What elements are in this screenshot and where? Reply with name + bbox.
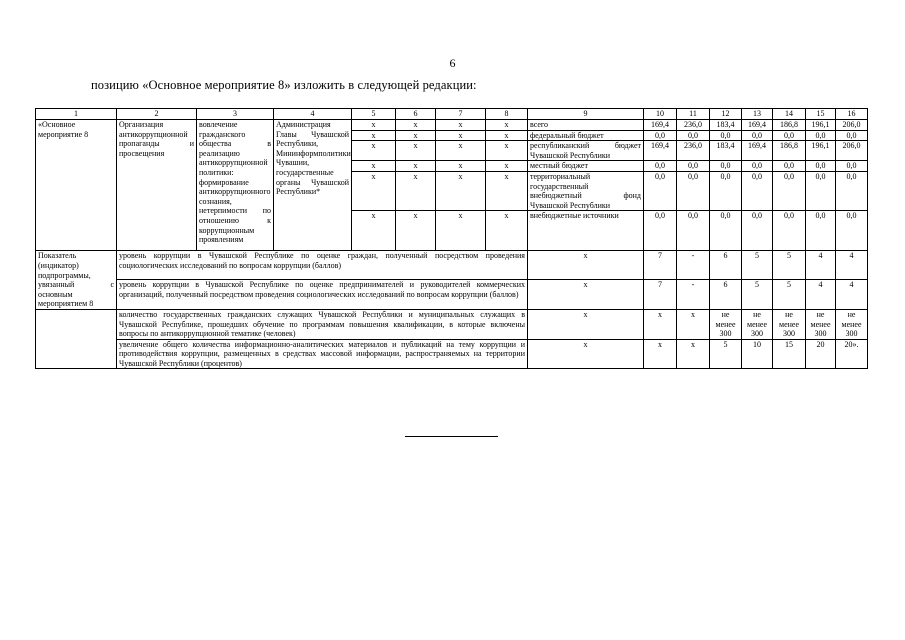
code-cell: x bbox=[352, 161, 396, 172]
funding-value: 236,0 bbox=[677, 120, 710, 131]
funding-value: 169,4 bbox=[742, 141, 773, 161]
funding-value: 0,0 bbox=[742, 211, 773, 251]
indicator-value: 4 bbox=[836, 280, 868, 310]
column-number: 13 bbox=[742, 109, 773, 120]
funding-value: 0,0 bbox=[836, 130, 868, 141]
funding-value: 0,0 bbox=[836, 171, 868, 210]
indicator-row bbox=[36, 309, 868, 339]
code-cell: x bbox=[352, 171, 396, 210]
code-cell: x bbox=[352, 120, 396, 131]
funding-source: местный бюджет bbox=[528, 161, 644, 172]
column-number: 8 bbox=[486, 109, 528, 120]
indicator-value: 7 bbox=[644, 280, 677, 310]
code-cell: x bbox=[396, 130, 436, 141]
funding-value: 206,0 bbox=[836, 120, 868, 131]
indicator-value: не менее 300 bbox=[710, 309, 742, 339]
funding-value: 169,4 bbox=[742, 120, 773, 131]
funding-value: 183,4 bbox=[710, 120, 742, 131]
funding-row bbox=[36, 120, 868, 131]
funding-source: территориальный государственный внебюджетный фонд Чувашской Республики bbox=[528, 171, 644, 210]
code-cell: x bbox=[486, 171, 528, 210]
indicator-value: 15 bbox=[773, 339, 806, 369]
closing-rule bbox=[405, 436, 498, 437]
indicator-value: - bbox=[677, 280, 710, 310]
indicator-value: x bbox=[677, 339, 710, 369]
code-cell: x bbox=[486, 141, 528, 161]
indicator-row bbox=[36, 339, 868, 369]
column-number: 14 bbox=[773, 109, 806, 120]
funding-value: 0,0 bbox=[806, 130, 836, 141]
funding-value: 0,0 bbox=[644, 161, 677, 172]
column-number: 3 bbox=[197, 109, 274, 120]
intro-text: позицию «Основное мероприятие 8» изложить в следующей редакции: bbox=[91, 78, 477, 92]
funding-value: 0,0 bbox=[644, 171, 677, 210]
code-cell: x bbox=[436, 171, 486, 210]
funding-source: федеральный бюджет bbox=[528, 130, 644, 141]
funding-value: 0,0 bbox=[773, 161, 806, 172]
code-cell: x bbox=[486, 211, 528, 251]
funding-value: 0,0 bbox=[742, 130, 773, 141]
column-number: 6 bbox=[396, 109, 436, 120]
code-cell: x bbox=[352, 130, 396, 141]
column-number: 16 bbox=[836, 109, 868, 120]
indicator-value: x bbox=[644, 339, 677, 369]
indicator-value: 5 bbox=[710, 339, 742, 369]
event-executors: Администрация Главы Чувашской Республики, Мининформполитики Чувашии, государственные органы Чувашской Республики* bbox=[274, 120, 352, 251]
header-row bbox=[36, 109, 868, 120]
column-number: 9 bbox=[528, 109, 644, 120]
funding-source: внебюджетные источники bbox=[528, 211, 644, 251]
indicator-value: 5 bbox=[773, 251, 806, 280]
funding-value: 186,8 bbox=[773, 120, 806, 131]
funding-value: 0,0 bbox=[710, 211, 742, 251]
funding-value: 186,8 bbox=[773, 141, 806, 161]
code-cell: x bbox=[396, 120, 436, 131]
indicator-text: уровень коррупции в Чувашской Республике по оценке предпринимателей и руководителей коммерческих организаций, полученный посредством проведения социологических исследований по вопросам коррупции (баллов) bbox=[117, 280, 528, 310]
code-cell: x bbox=[396, 161, 436, 172]
code-cell: x bbox=[436, 141, 486, 161]
indicator-text: увеличение общего количества информационно-аналитических материалов и публикаций на тему коррупции и противодействия коррупции, размещенных в средствах массовой информации, распространяемых на территории Чувашской Республики (процентов) bbox=[117, 339, 528, 369]
funding-value: 0,0 bbox=[677, 130, 710, 141]
indicator-value: 10 bbox=[742, 339, 773, 369]
code-cell: x bbox=[396, 141, 436, 161]
funding-value: 0,0 bbox=[806, 171, 836, 210]
code-cell: x bbox=[486, 120, 528, 131]
funding-value: 0,0 bbox=[644, 130, 677, 141]
column-number: 15 bbox=[806, 109, 836, 120]
column-number: 7 bbox=[436, 109, 486, 120]
funding-value: 169,4 bbox=[644, 120, 677, 131]
indicator-value: не менее 300 bbox=[773, 309, 806, 339]
indicator-value: 5 bbox=[742, 280, 773, 310]
funding-value: 0,0 bbox=[836, 161, 868, 172]
event-goal: вовлечение гражданского общества в реализацию антикоррупционной политики: формирование антикоррупционного сознания, нетерпимости по отношению к коррупционным проявлениям bbox=[197, 120, 274, 251]
column-number: 2 bbox=[117, 109, 197, 120]
code-cell: x bbox=[396, 211, 436, 251]
indicator-row bbox=[36, 251, 868, 280]
indicator-value: 20». bbox=[836, 339, 868, 369]
indicator-value: не менее 300 bbox=[806, 309, 836, 339]
funding-value: 206,0 bbox=[836, 141, 868, 161]
code-cell: x bbox=[528, 251, 644, 280]
indicator-text: уровень коррупции в Чувашской Республике по оценке граждан, полученный посредством проведения социологических исследований по вопросам коррупции (баллов) bbox=[117, 251, 528, 280]
event-name: Организация антикоррупционной пропаганды и просвещения bbox=[117, 120, 197, 251]
program-table bbox=[35, 108, 868, 369]
funding-value: 0,0 bbox=[710, 171, 742, 210]
indicator-value: 5 bbox=[742, 251, 773, 280]
funding-value: 0,0 bbox=[806, 161, 836, 172]
code-cell: x bbox=[528, 309, 644, 339]
indicator-value: 6 bbox=[710, 280, 742, 310]
code-cell: x bbox=[436, 211, 486, 251]
indicator-value: 4 bbox=[806, 280, 836, 310]
indicator-row bbox=[36, 280, 868, 310]
indicator-value: не менее 300 bbox=[742, 309, 773, 339]
funding-value: 0,0 bbox=[677, 161, 710, 172]
code-cell: x bbox=[436, 120, 486, 131]
funding-value: 0,0 bbox=[806, 211, 836, 251]
column-number: 11 bbox=[677, 109, 710, 120]
event-status: «Основное мероприятие 8 bbox=[36, 120, 117, 251]
code-cell: x bbox=[486, 161, 528, 172]
indicator-value: 5 bbox=[773, 280, 806, 310]
code-cell: x bbox=[528, 339, 644, 369]
funding-value: 196,1 bbox=[806, 120, 836, 131]
funding-value: 183,4 bbox=[710, 141, 742, 161]
code-cell: x bbox=[352, 141, 396, 161]
code-cell: x bbox=[396, 171, 436, 210]
indicator-value: 20 bbox=[806, 339, 836, 369]
indicator-value: 6 bbox=[710, 251, 742, 280]
empty-cell bbox=[36, 309, 117, 369]
indicator-value: 4 bbox=[836, 251, 868, 280]
funding-value: 0,0 bbox=[742, 161, 773, 172]
funding-value: 0,0 bbox=[773, 171, 806, 210]
funding-value: 196,1 bbox=[806, 141, 836, 161]
funding-value: 0,0 bbox=[710, 130, 742, 141]
column-number: 4 bbox=[274, 109, 352, 120]
funding-value: 0,0 bbox=[644, 211, 677, 251]
funding-value: 236,0 bbox=[677, 141, 710, 161]
code-cell: x bbox=[352, 211, 396, 251]
indicator-value: 4 bbox=[806, 251, 836, 280]
page-number: 6 bbox=[449, 56, 456, 70]
indicator-value: x bbox=[677, 309, 710, 339]
funding-value: 169,4 bbox=[644, 141, 677, 161]
code-cell: x bbox=[528, 280, 644, 310]
indicator-value: не менее 300 bbox=[836, 309, 868, 339]
code-cell: x bbox=[436, 130, 486, 141]
funding-value: 0,0 bbox=[836, 211, 868, 251]
code-cell: x bbox=[436, 161, 486, 172]
funding-value: 0,0 bbox=[742, 171, 773, 210]
funding-value: 0,0 bbox=[773, 130, 806, 141]
code-cell: x bbox=[486, 130, 528, 141]
funding-value: 0,0 bbox=[710, 161, 742, 172]
indicator-value: 7 bbox=[644, 251, 677, 280]
indicator-value: - bbox=[677, 251, 710, 280]
funding-value: 0,0 bbox=[677, 171, 710, 210]
indicator-text: количество государственных гражданских служащих Чувашской Республики и муниципальных служащих в Чувашской Республике, прошедших обучение по программам повышения квалификации, в которые включены вопросы по антикоррупционной тематике (человек) bbox=[117, 309, 528, 339]
funding-source: всего bbox=[528, 120, 644, 131]
column-number: 12 bbox=[710, 109, 742, 120]
indicator-label: Показатель (индикатор) подпрограммы, увязанный с основным мероприятием 8 bbox=[36, 251, 117, 310]
funding-value: 0,0 bbox=[677, 211, 710, 251]
funding-value: 0,0 bbox=[773, 211, 806, 251]
column-number: 5 bbox=[352, 109, 396, 120]
indicator-value: x bbox=[644, 309, 677, 339]
funding-source: республиканский бюджет Чувашской Республики bbox=[528, 141, 644, 161]
column-number: 10 bbox=[644, 109, 677, 120]
column-number: 1 bbox=[36, 109, 117, 120]
